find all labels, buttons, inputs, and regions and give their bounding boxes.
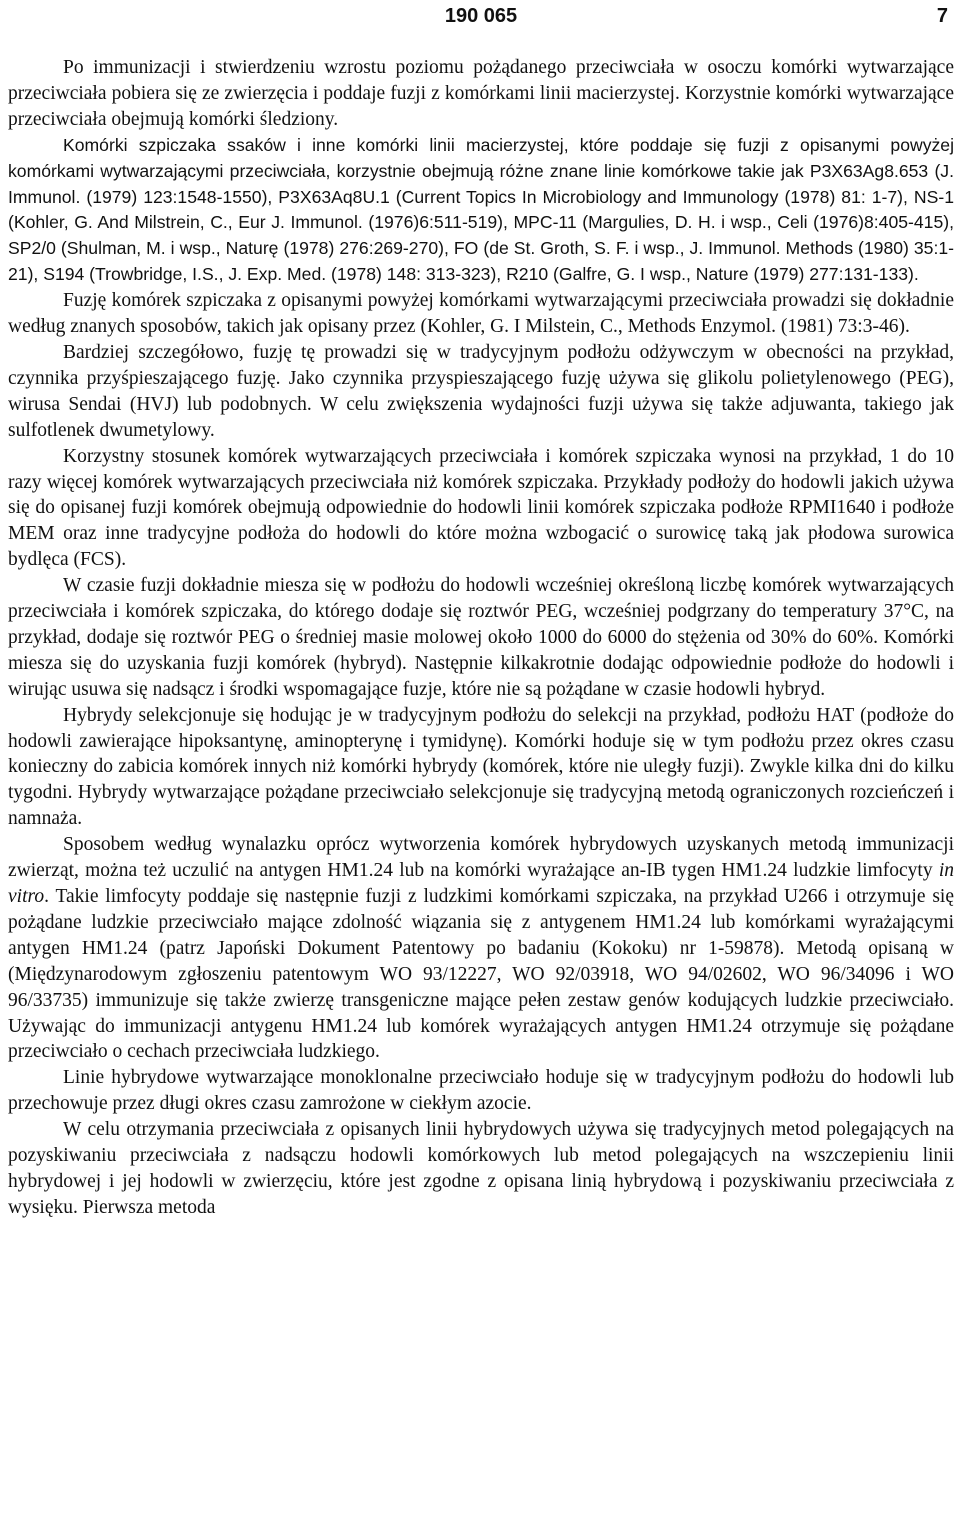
paragraph-3: Fuzję komórek szpiczaka z opisanymi powyżej komórkami wytwarzającymi przeciwciała prowadzi się dokładnie według znanych sposobów, takich jak opisany przez (Kohler, G. I Milstein, C., Methods Enzymol. (1981) 73:3-46).: [8, 290, 954, 338]
paragraph-4: Bardziej szczegółowo, fuzję tę prowadzi się w tradycyjnym podłożu odżywczym w obecności na przykład, czynnika przyśpieszającego fuzję. Jako czynnika przyspieszającego fuzję używa się glikolu polietylenowego (PEG), wirusa Sendai (HVJ) lub podobnych. W celu zwiększenia wydajności fuzji używa się także adjuwanta, takiego jak sulfotlenek dwumetylowy.: [8, 341, 954, 441]
page-number: 7: [936, 5, 948, 27]
paragraph-8-text-after: . Takie limfocyty poddaje się następnie fuzji z ludzkimi komórkami szpiczaka, na przykład U266 i otrzymuje się pożądane ludzkie przeciwciało mające zdolność wiązania się z antygenem HM1.24 lub komórkami wyrażającymi antygen HM1.24 (patrz Japoński Dokument Patentowy po badaniu (Kokoku) nr 1-59878). Metodą opisaną w (Międzynarodowym zgłoszeniu patentowym WO 93/12227, WO 92/03918, WO 94/02602, WO 96/34096 i WO 96/33735) immunizuje się także zwierzę transgeniczne mające pełen zestaw genów kodujących ludzkie przeciwciało. Używając do immunizacji antygenu HM1.24 lub komórek wyrażających antygen HM1.24 otrzymuje się pożądane przeciwciało o cechach przeciwciała ludzkiego.: [8, 886, 954, 1063]
patent-number: 190 065: [444, 5, 518, 27]
paragraph-6: W czasie fuzji dokładnie miesza się w podłożu do hodowli wcześniej określoną liczbę komórek wytwarzających przeciwciała i komórek szpiczaka, do którego dodaje się roztwór PEG, wcześniej podgrzany do temperatury 37°C, na przykład, dodaje się roztwór PEG o średniej masie molowej około 1000 do 6000 do stężenia od 30% do 60%. Komórki miesza się do uzyskania fuzji komórek (hybryd). Następnie kilkakrotnie dodając odpowiednie podłoże do hodowli i wirując usuwa się nadsącz i środki wspomagające fuzje, które nie są pożądane w czasie hodowli hybryd.: [8, 575, 954, 700]
paragraph-8-italic: in vitro: [8, 860, 954, 907]
paragraph-9: Linie hybrydowe wytwarzające monoklonalne przeciwciało hoduje się w tradycyjnym podłożu do hodowli lub przechowuje przez długi okres czasu zamrożone w ciekłym azocie.: [8, 1067, 954, 1115]
paragraph-8-text-before: Sposobem według wynalazku oprócz wytworzenia komórek hybrydowych uzyskanych metodą immunizacji zwierząt, można też uczulić na antygen HM1.24 lub na komórki wyrażające an-IB tygen HM1.24 ludzkie limfocyty: [8, 834, 954, 882]
paragraph-2: Komórki szpiczaka ssaków i inne komórki linii macierzystej, które poddaje się fuzji z opisanymi powyżej komórkami wytwarzającymi przeciwciała, korzystnie obejmują różne znane linie komórkowe takie jak P3X63Ag8.653 (J. Immunol. (1979) 123:1548-1550), P3X63Aq8U.1 (Current Topics In Microbiology and Immunology (1978) 81: 1-7), NS-1 (Kohler, G. And Milstrein, C., Eur J. Immunol. (1976)6:511-519), MPC-11 (Margulies, D. H. i wsp., Celi (1976)8:405-415), SP2/0 (Shulman, M. i wsp., Naturę (1978) 276:269-270), FO (de St. Groth, S. F. i wsp., J. Immunol. Methods (1980) 35:1-21), S194 (Trowbridge, I.S., J. Exp. Med. (1978) 148: 313-323), R210 (Galfre, G. I wsp., Nature (1979) 277:131-133).: [8, 134, 954, 285]
paragraph-8: [8, 832, 954, 1065]
paragraph-1: Po immunizacji i stwierdzeniu wzrostu poziomu pożądanego przeciwciała w osoczu komórki wytwarzające przeciwciała pobiera się ze zwierzęcia i poddaje fuzji z komórkami linii macierzystej. Korzystnie komórki wytwarzające przeciwciała obejmują komórki śledziony.: [8, 57, 954, 130]
page-header: [8, 0, 954, 40]
paragraph-7: Hybrydy selekcjonuje się hodując je w tradycyjnym podłożu do selekcji na przykład, podłożu HAT (podłoże do hodowli zawierające hipoksantynę, aminopterynę i tymidynę). Komórki hoduje się w tym podłożu przez okres czasu konieczny do zabicia komórek innych niż komórki hybrydy (komórek, które nie uległy fuzji). Zwykle kilka dni do kilku tygodni. Hybrydy wytwarzające pożądane przeciwciało selekcjonuje się tradycyjną metodą ograniczonych rozcieńczeń i namnaża.: [8, 704, 954, 830]
body-text: [8, 55, 954, 1221]
paragraph-5: Korzystny stosunek komórek wytwarzających przeciwciała i komórek szpiczaka wynosi na przykład, 1 do 10 razy więcej komórek wytwarzających przeciwciała niż komórek szpiczaka. Przykłady podłoży do hodowli jakich używa się do opisanej fuzji komórek obejmują odpowiednie do hodowli linii komórek szpiczaka podłoże RPMI1640 i podłoże MEM oraz inne tradycyjne podłoża do hodowli do które można wzbogacić o surowicę taką jak płodowa surowica bydlęca (FCS).: [8, 445, 954, 571]
paragraph-10: W celu otrzymania przeciwciała z opisanych linii hybrydowych używa się tradycyjnych metod polegających na pozyskiwaniu przeciwciała z nadsączu hodowli komórkowych lub metod polegających na wszczepieniu linii hybrydowej i jej hodowli w zwierzęciu, które jest zgodne z opisana linią hybrydową i pozyskiwaniu przeciwciała z wysięku. Pierwsza metoda: [8, 1119, 954, 1218]
